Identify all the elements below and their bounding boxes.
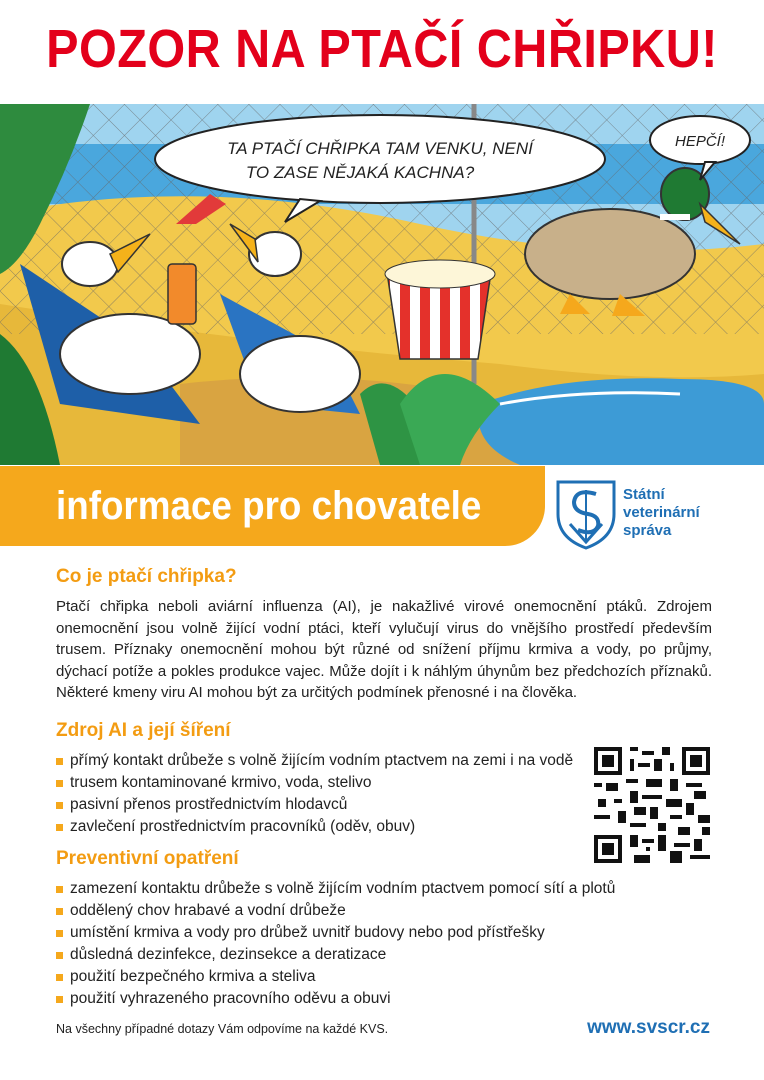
source-list: [56, 750, 573, 838]
list-item: zamezení kontaktu drůbeže s volně žijícím vodním ptactvem pomocí sítí a plotů: [56, 878, 615, 900]
list-item: oddělený chov hrabavé a vodní drůbeže: [56, 900, 615, 922]
list-item: umístění krmiva a vody pro drůbež uvnitř budovy nebo pod přístřešky: [56, 922, 615, 944]
list-item: přímý kontakt drůbeže s volně žijícím vodním ptactvem na zemi i na vodě: [56, 750, 573, 772]
prevention-list: [56, 878, 615, 1010]
section-heading-what-is: Co je ptačí chřipka?: [56, 566, 237, 587]
list-item: důsledná dezinfekce, dezinsekce a deratizace: [56, 944, 615, 966]
section-heading-source: Zdroj AI a její šíření: [56, 720, 231, 741]
logo-line-2: veterinární: [623, 504, 700, 521]
footer-note: Na všechny případné dotazy Vám odpovíme na každé KVS.: [56, 1022, 389, 1036]
website-link[interactable]: www.svscr.cz: [587, 1017, 710, 1038]
cartoon-illustration: [0, 104, 764, 465]
banner-title: informace pro chovatele: [56, 484, 482, 528]
logo-line-1: Státní: [623, 486, 665, 503]
list-item: použití vyhrazeného pracovního oděvu a obuvi: [56, 988, 615, 1010]
speech-bubble-sneeze: HEPČÍ!: [674, 133, 726, 150]
list-item: trusem kontaminované krmivo, voda, stelivo: [56, 772, 573, 794]
list-item: použití bezpečného krmiva a steliva: [56, 966, 615, 988]
speech-bubble-text-2: TO ZASE NĚJAKÁ KACHNA?: [245, 163, 475, 182]
poster-title: POZOR NA PTAČÍ CHŘIPKU!: [46, 19, 718, 79]
svs-logo-text: [623, 486, 700, 540]
section-heading-prevention: Preventivní opatření: [56, 848, 239, 869]
speech-bubble-text-1: TA PTAČÍ CHŘIPKA TAM VENKU, NENÍ: [227, 139, 533, 158]
qr-code-icon[interactable]: [594, 746, 710, 864]
logo-line-3: správa: [623, 522, 672, 539]
list-item: pasivní přenos prostřednictvím hlodavců: [56, 794, 573, 816]
section-paragraph-what-is: Ptačí chřipka neboli aviární influenza (AI), je nakažlivé virové onemocnění ptáků. Zdrojem onemocnění jsou volně žijící vodní ptáci, kteří vylučují virus do vnějšího prostředí především trusem. Příznaky onemocnění mohou být různé od snížení příjmu krmiva a vody, po průjmy, dýchací potíže a pokles produkce vajec. Může dojít i k náhlým úhynům bez předchozích příznaků. Některé kmeny viru AI mohou být za určitých podmínek přenosné i na člověka.: [56, 598, 712, 701]
list-item: zavlečení prostřednictvím pracovníků (oděv, obuv): [56, 816, 573, 838]
